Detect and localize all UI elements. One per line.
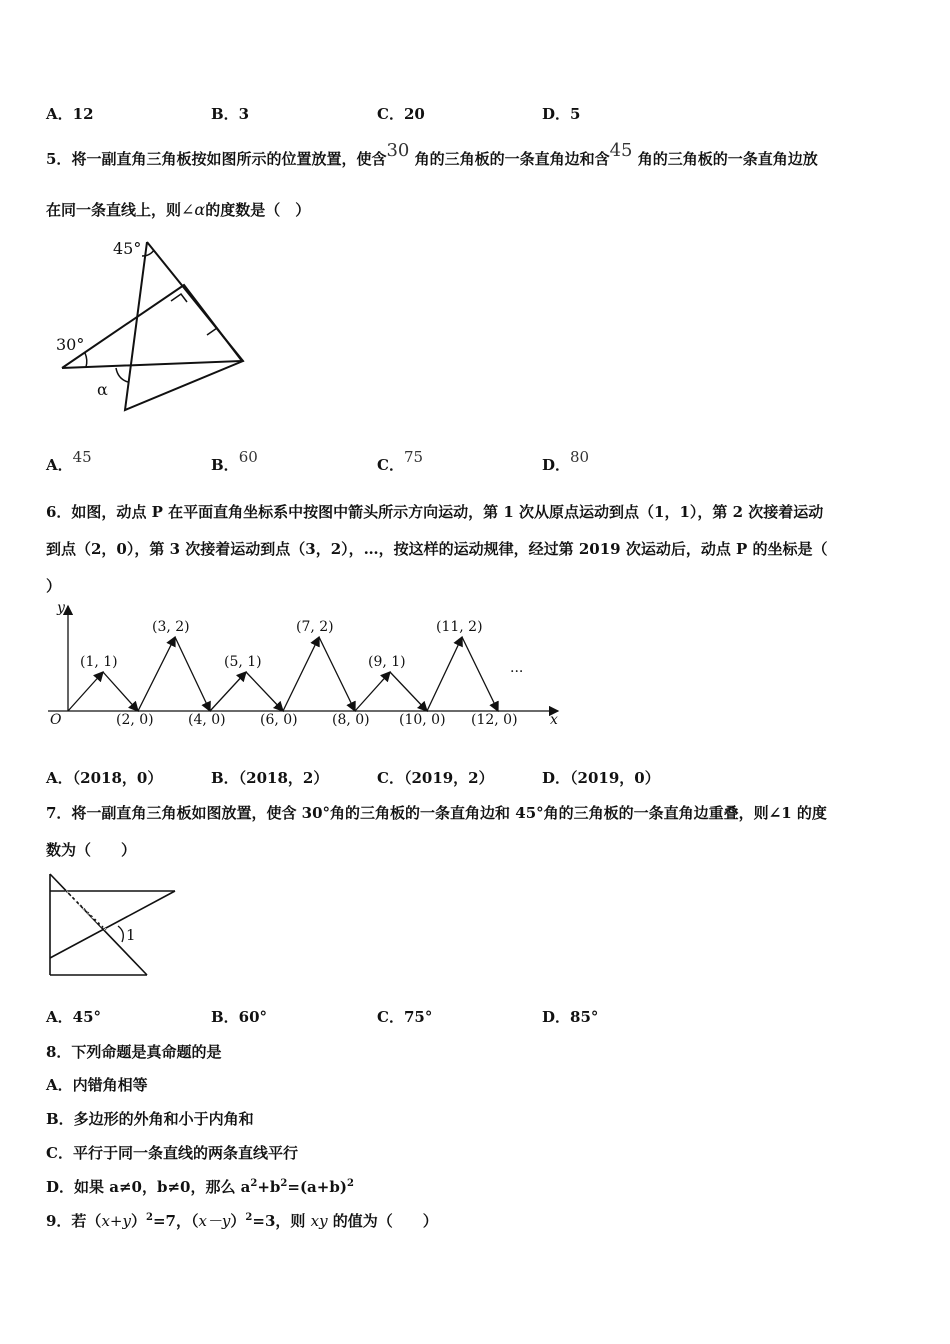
q6-label-1-1: (1, 1) bbox=[80, 654, 118, 670]
q5-label-45: 45° bbox=[113, 239, 142, 258]
q6-arrow-9 bbox=[355, 672, 390, 711]
q6-axis-x-label: x bbox=[550, 712, 558, 728]
q5-label-30: 30° bbox=[56, 335, 85, 354]
q6-label-8-0: (8, 0) bbox=[332, 712, 370, 728]
q6-arrow-7 bbox=[283, 637, 319, 711]
q6-origin-label: O bbox=[50, 712, 62, 728]
q8-option-a: A．内错角相等 bbox=[46, 1076, 148, 1094]
q6-stem-line3: ） bbox=[46, 577, 62, 595]
q6-label-5-1: (5, 1) bbox=[224, 654, 262, 670]
q7-stem-line1: 7．将一副直角三角板如图放置，使含 30°角的三角板的一条直角边和 45°角的三角板的一条直角边重叠，则∠1 的度 bbox=[46, 804, 827, 822]
q6-arrow-4 bbox=[175, 637, 210, 711]
q7-angle-label: 1 bbox=[126, 926, 136, 944]
q4-option-b: B．3 bbox=[211, 105, 250, 123]
q5-option-c: C．75 bbox=[377, 448, 424, 474]
q8-option-b: B．多边形的外角和小于内角和 bbox=[46, 1110, 254, 1128]
q6-option-c: C．（2019，2） bbox=[377, 769, 494, 787]
q5-option-b: B．60 bbox=[211, 448, 258, 474]
q5-stem-line1 bbox=[46, 140, 818, 169]
q5-text-b: 角的三角板的一条直角边和含 bbox=[414, 150, 610, 168]
q5-label-alpha: α bbox=[97, 380, 108, 399]
q4-option-d: D．5 bbox=[542, 105, 581, 123]
q5-figure bbox=[50, 232, 260, 417]
q5-deg45: 45 bbox=[609, 140, 633, 161]
q5-right-angle-mark-1 bbox=[171, 294, 187, 302]
q6-label-12-0: (12, 0) bbox=[471, 712, 518, 728]
q7-hypotenuse-45 bbox=[50, 874, 147, 975]
q5-text-a: 将一副直角三角板按如图所示的位置放置，使含 bbox=[71, 150, 387, 168]
q6-arrow-6 bbox=[246, 672, 283, 711]
q5-line2-a: 在同一条直线上，则 bbox=[46, 201, 182, 219]
q6-arrow-12 bbox=[462, 637, 498, 711]
q6-label-4-0: (4, 0) bbox=[188, 712, 226, 728]
q5-arc-30 bbox=[85, 353, 87, 367]
q8-option-d: D．如果 a≠0，b≠0，那么 $a^2+b^2=(a+b)^2$ bbox=[46, 1178, 354, 1196]
q8-option-c: C．平行于同一条直线的两条直线平行 bbox=[46, 1144, 298, 1162]
q7-angle-arc bbox=[118, 926, 123, 942]
q6-path-arrows bbox=[68, 637, 498, 711]
q5-deg30: 30 bbox=[386, 140, 410, 161]
q6-label-7-2: (7, 2) bbox=[296, 619, 334, 635]
q6-option-d: D．（2019，0） bbox=[542, 769, 660, 787]
q7-option-a: A．45° bbox=[46, 1008, 102, 1026]
q6-ellipsis: ... bbox=[510, 660, 524, 676]
q5-text-c: 角的三角板的一条直角边放 bbox=[637, 150, 818, 168]
q6-axis-y-label: y bbox=[57, 600, 65, 616]
q7-option-b: B．60° bbox=[211, 1008, 268, 1026]
q5-option-a: A．45 bbox=[46, 448, 92, 474]
q7-option-c: C．75° bbox=[377, 1008, 433, 1026]
q6-label-3-2: (3, 2) bbox=[152, 619, 190, 635]
q6-stem-line1: 6．如图，动点 P 在平面直角坐标系中按图中箭头所示方向运动，第 1 次从原点运动到点（1，1），第 2 次接着运动 bbox=[46, 503, 824, 521]
q6-label-2-0: (2, 0) bbox=[116, 712, 154, 728]
q7-option-d: D．85° bbox=[542, 1008, 599, 1026]
q9-stem: 9．若$(x+y)^2=7$，$(x-y)^2=3$，则 xy 的值为（ ） bbox=[46, 1212, 438, 1230]
q6-arrow-8 bbox=[319, 637, 355, 711]
q5-angle-symbol: ∠α bbox=[181, 200, 206, 219]
q7-figure bbox=[44, 868, 184, 980]
q7-hypotenuse-30 bbox=[50, 891, 175, 958]
q6-stem-line2: 到点（2，0），第 3 次接着运动到点（3，2），…，按这样的运动规律，经过第 2019 次运动后，动点 P 的坐标是（ bbox=[46, 540, 828, 558]
q6-label-6-0: (6, 0) bbox=[260, 712, 298, 728]
q5-arc-alpha bbox=[116, 368, 128, 382]
q6-arrow-5 bbox=[210, 672, 246, 711]
q4-option-a: A．12 bbox=[46, 105, 94, 123]
q5-triangle-45 bbox=[125, 242, 243, 410]
q6-figure bbox=[40, 596, 570, 736]
q6-arrow-3 bbox=[138, 637, 175, 711]
q5-option-d: D．80 bbox=[542, 448, 590, 474]
q6-arrow-1 bbox=[68, 672, 103, 711]
q6-option-b: B．（2018，2） bbox=[211, 769, 329, 787]
q6-option-a: A．（2018，0） bbox=[46, 769, 163, 787]
q6-arrow-10 bbox=[390, 672, 427, 711]
q6-label-11-2: (11, 2) bbox=[436, 619, 483, 635]
q5-stem-line2 bbox=[46, 199, 310, 220]
q6-arrow-2 bbox=[103, 672, 138, 711]
q5-arc-45 bbox=[142, 250, 154, 256]
q5-line2-b: 的度数是（ ） bbox=[205, 201, 311, 219]
q5-triangle-30 bbox=[62, 285, 242, 368]
q8-stem: 8．下列命题是真命题的是 bbox=[46, 1043, 222, 1061]
q7-stem-line2: 数为（ ） bbox=[46, 841, 137, 859]
q6-arrow-11 bbox=[427, 637, 462, 711]
q6-label-10-0: (10, 0) bbox=[399, 712, 446, 728]
q6-label-9-1: (9, 1) bbox=[368, 654, 406, 670]
q5-number: 5． bbox=[46, 150, 72, 168]
q4-option-c: C．20 bbox=[377, 105, 425, 123]
